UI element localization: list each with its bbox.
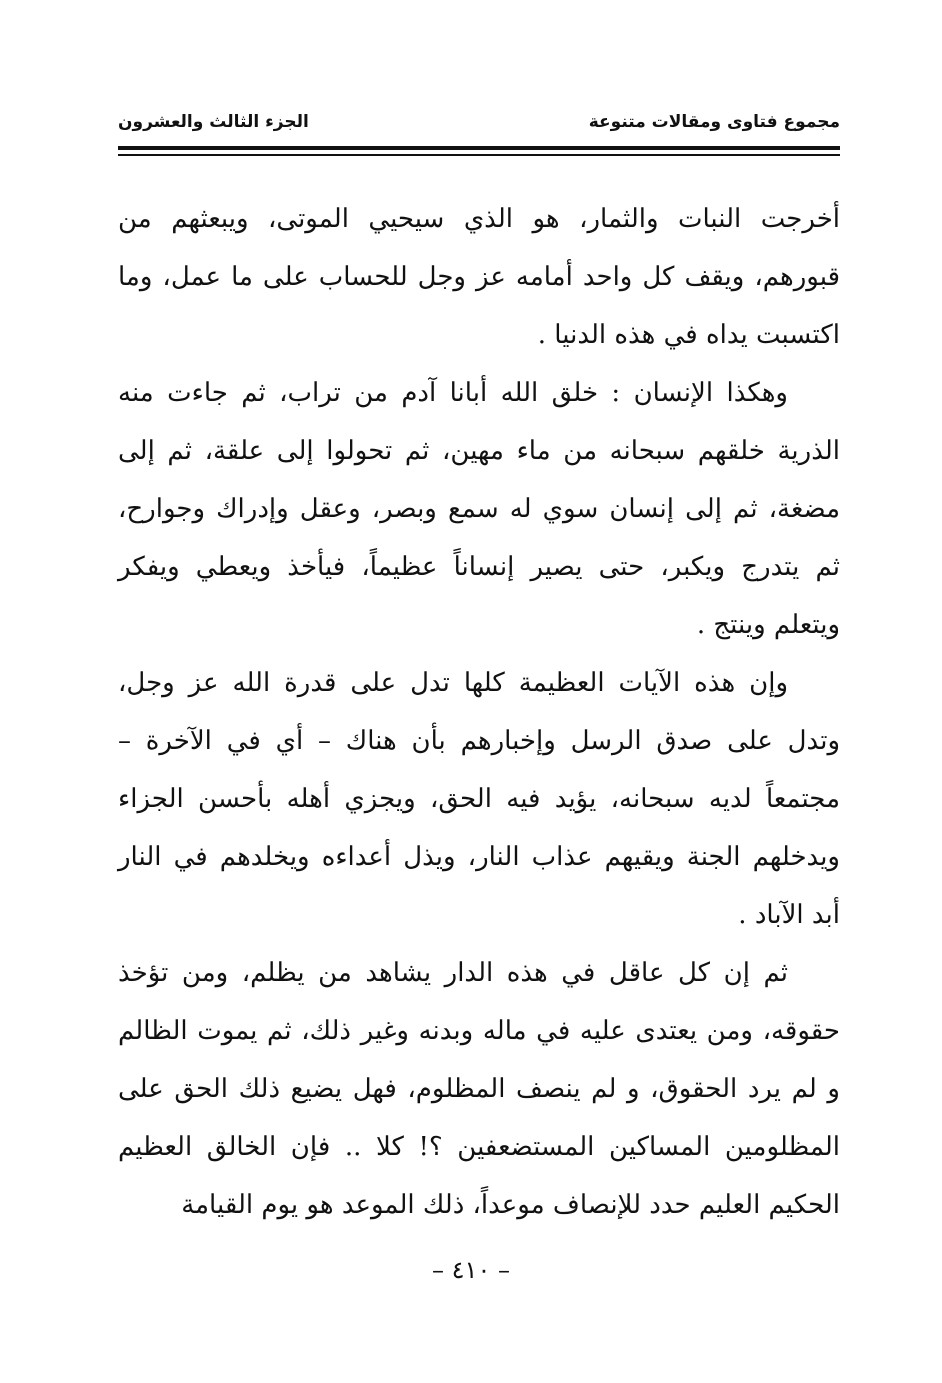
paragraph-1: أخرجت النبات والثمار، هو الذي سيحيي الموتى، ويبعثهم من قبورهم، ويقف كل واحد أمامه عز وجل للحساب على ما عمل، وما اكتسبت يداه في هذه الدنيا .: [118, 204, 840, 350]
paragraph-4: ثم إن كل عاقل في هذه الدار يشاهد من يظلم، ومن تؤخذ حقوقه، ومن يعتدى عليه في ماله وبدنه وغير ذلك، ثم يموت الظالم و لم يرد الحقوق، و لم ينصف المظلوم، فهل يضيع ذلك الحق على المظلومين المساكين المستضعفين ؟! كلا .. فإن الخالق العظيم الحكيم العليم حدد للإنصاف موعداً، ذلك الموعد هو يوم القيامة: [118, 958, 840, 1220]
paragraph-2: وهكذا الإنسان : خلق الله أبانا آدم من تراب، ثم جاءت منه الذرية خلقهم سبحانه من ماء مهين، ثم تحولوا إلى علقة، ثم إلى مضغة، ثم إلى إنسان سوي له سمع وبصر، وعقل وإدراك وجوارح، ثم يتدرج ويكبر، حتى يصير إنساناً عظيماً، فيأخذ ويعطي ويفكر ويتعلم وينتج .: [118, 378, 841, 640]
running-header: [118, 112, 840, 144]
body-text: [118, 190, 840, 1234]
paragraph-3: وإن هذه الآيات العظيمة كلها تدل على قدرة الله عز وجل، وتدل على صدق الرسل وإخبارهم بأن هناك – أي في الآخرة – مجتمعاً لديه سبحانه، يؤيد فيه الحق، ويجزي أهله بأحسن الجزاء ويدخلهم الجنة ويقيهم عذاب النار، ويذل أعداءه ويخلدهم في النار أبد الآباد .: [118, 668, 840, 930]
book-title: مجموع فتاوى ومقالات متنوعة: [588, 112, 840, 132]
header-rule-thick: [118, 146, 840, 150]
page-number: – ٤١٠ –: [432, 1256, 510, 1284]
header-rule-thin: [118, 154, 840, 156]
volume-label: الجزء الثالث والعشرون: [118, 112, 309, 132]
